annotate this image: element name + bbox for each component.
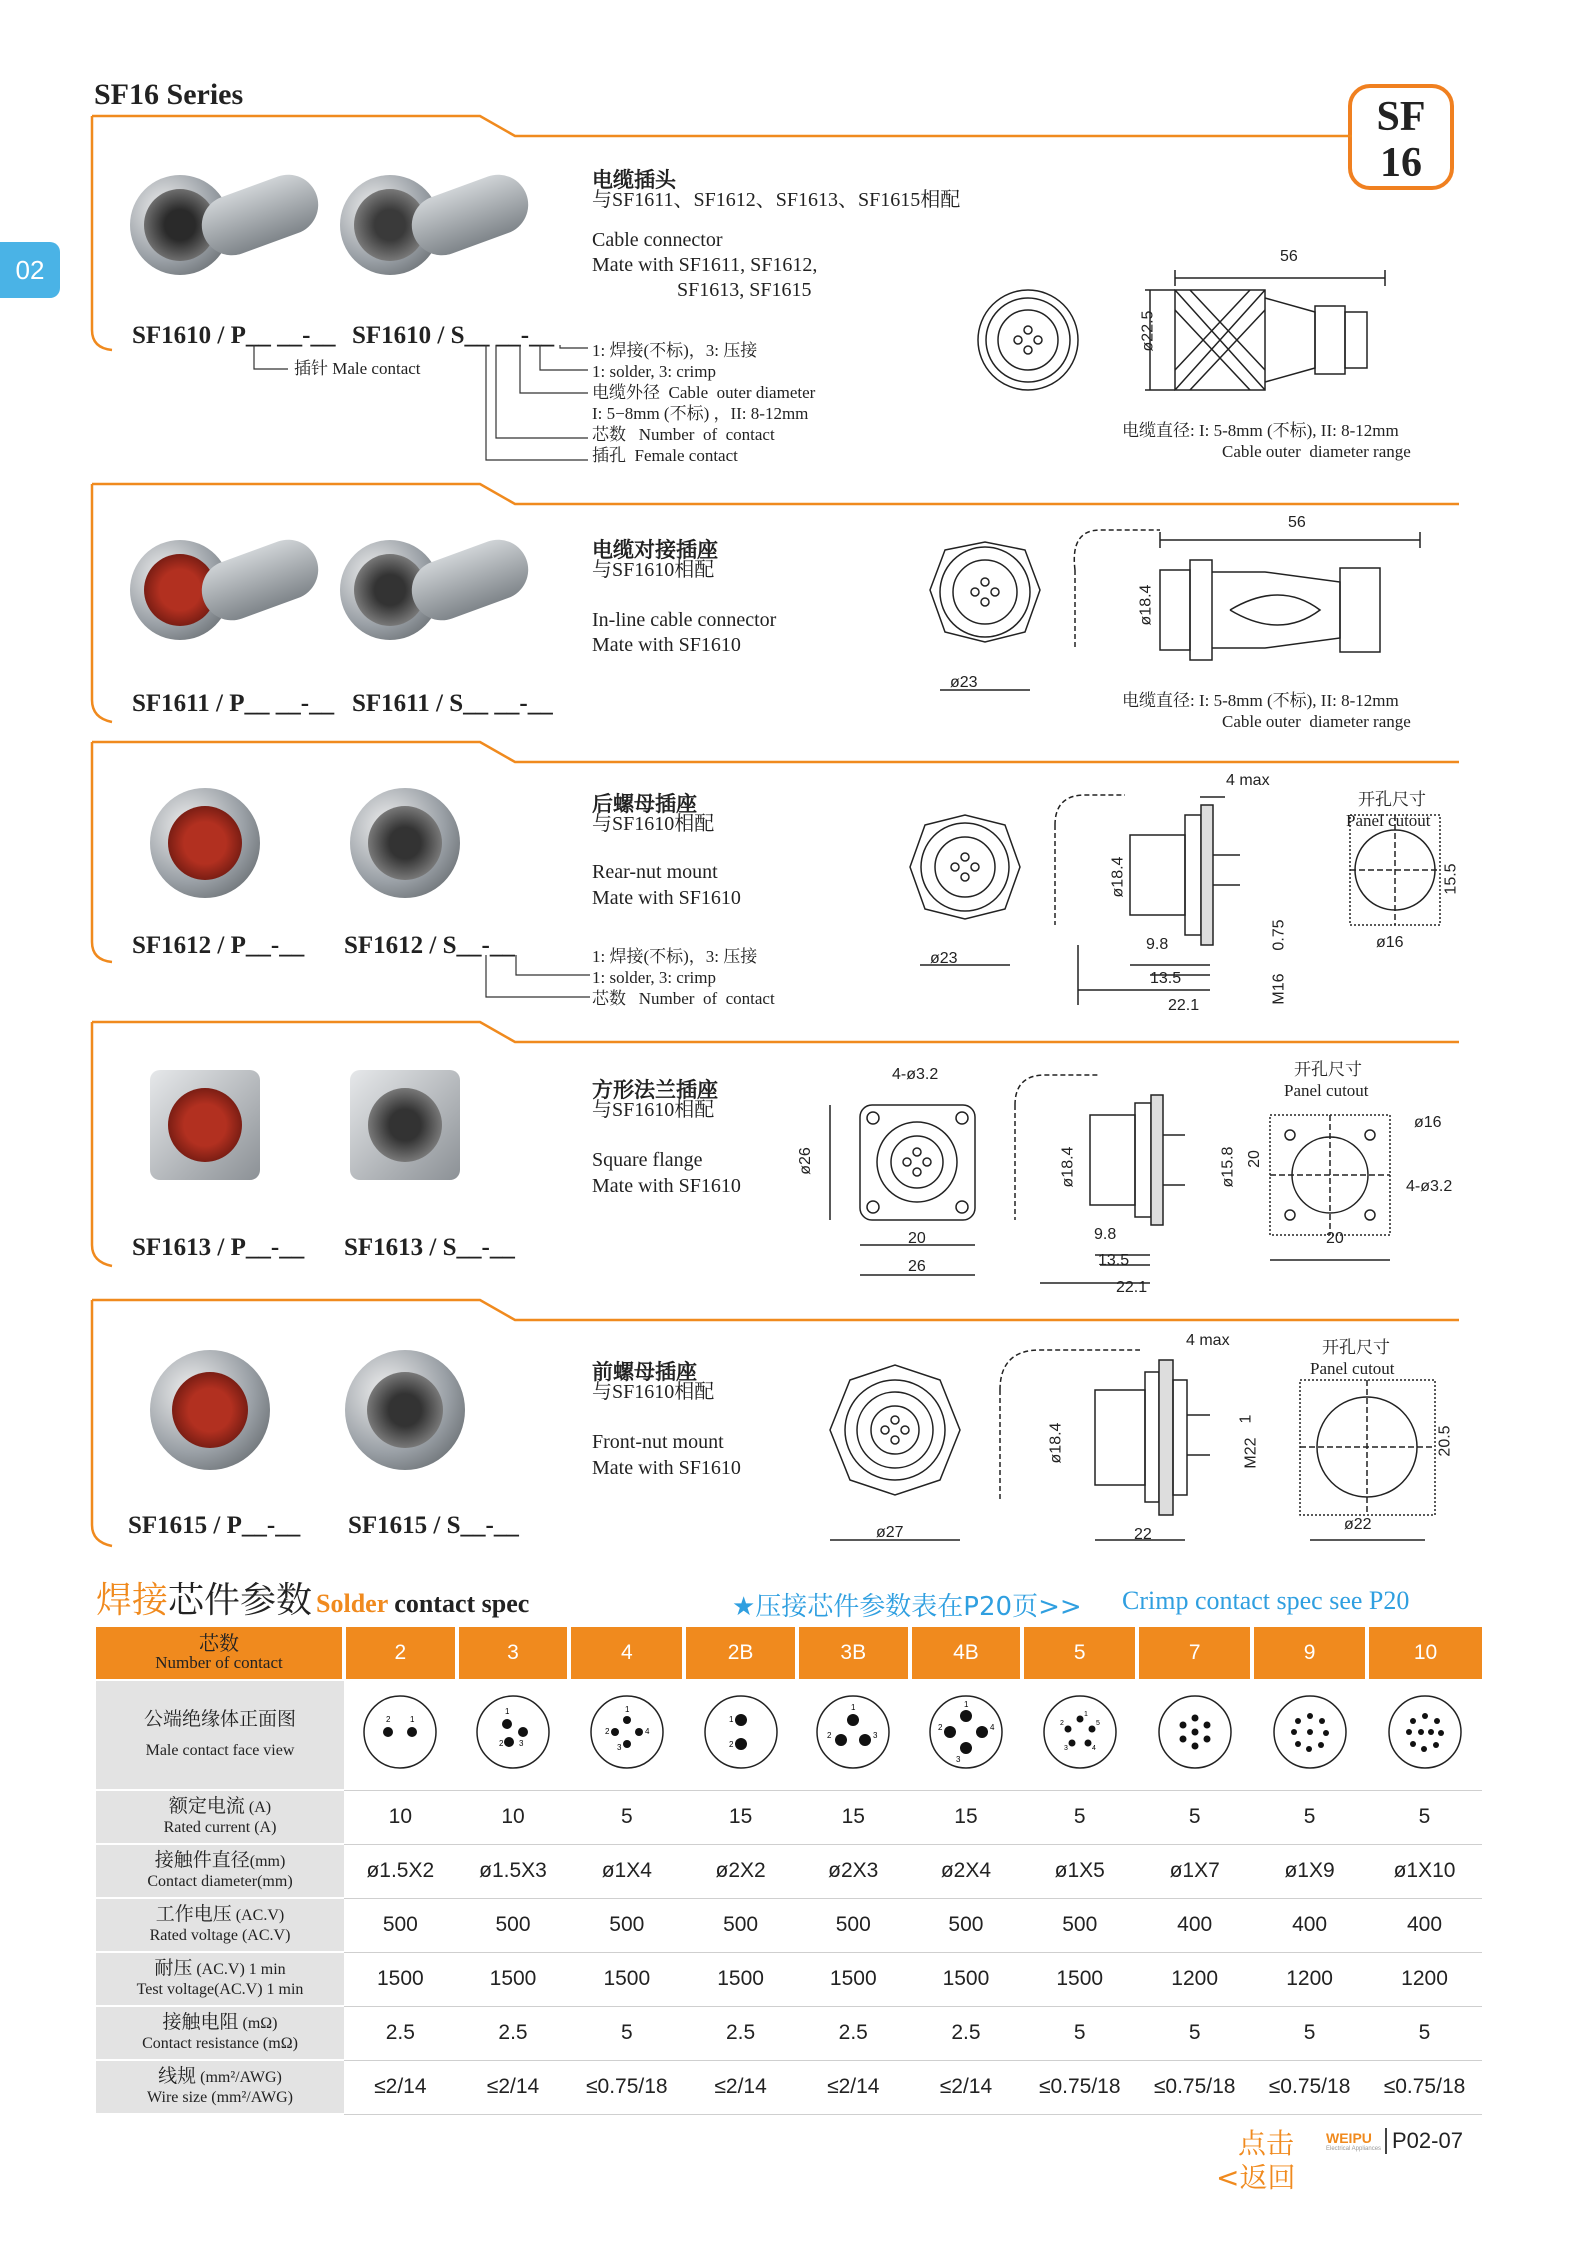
product-photo-female: [340, 530, 530, 650]
cell: 2.5: [910, 2006, 1023, 2060]
dim-cutout-width: 20: [1326, 1230, 1344, 1247]
product-mate-en: Mate with SF1610: [592, 1175, 741, 1197]
product-name-male: SF1611 / P__ __-__: [132, 690, 335, 717]
cell: 15: [797, 1790, 910, 1844]
header-label-cn: 芯数: [199, 1631, 239, 1655]
code-notes: 1: 焊接(不标)，3: 压接 1: solder, 3: crimp 芯数 Number of contact: [592, 947, 775, 1008]
dim-cutout-dia: ø16: [1376, 934, 1404, 951]
product-title-en: Rear-nut mount: [592, 861, 718, 883]
dim-panel: 4 max: [1186, 1332, 1230, 1349]
badge-line2: 16: [1380, 140, 1422, 186]
face-view-row: [96, 1680, 1482, 1790]
dim-cutout-dia: ø22: [1344, 1516, 1372, 1533]
svg-text:1: 1: [728, 1715, 734, 1725]
cutout-label-cn: 开孔尺寸: [1358, 790, 1426, 810]
cell: 5: [569, 2006, 684, 2060]
row-label: [96, 1844, 344, 1898]
svg-text:1: 1: [1083, 1711, 1088, 1719]
product-mate-en: Mate with SF1611, SF1612, SF1613, SF1615: [592, 254, 818, 301]
product-name-female: SF1610 / S__ __-__: [352, 322, 555, 349]
product-title-cn: 电缆插头: [592, 168, 676, 192]
svg-text:1: 1: [851, 1703, 856, 1713]
product-name-female: SF1612 / S__-__: [344, 932, 515, 959]
cell: 5: [1137, 2006, 1252, 2060]
cell: 5: [1022, 1790, 1137, 1844]
svg-text:1: 1: [410, 1715, 415, 1725]
face-3: [457, 1680, 570, 1790]
product-name-male: SF1610 / P__ __-__: [132, 322, 336, 349]
cell: ≤0.75/18: [1252, 2060, 1367, 2114]
cell: 1500: [910, 1952, 1023, 2006]
row-label-unit: (mm²/AWG): [196, 2069, 282, 2086]
cable-range-cn: 电缆直径: I: 5-8mm (不标), II: 8-12mm: [1122, 691, 1399, 710]
product-photo-female: [350, 1070, 460, 1180]
row-label-unit: (AC.V): [231, 1907, 285, 1924]
svg-text:2: 2: [1059, 1720, 1064, 1728]
cell: 500: [910, 1898, 1023, 1952]
cell: 15: [684, 1790, 797, 1844]
cell: 500: [344, 1898, 457, 1952]
product-title-cn: 后螺母插座: [592, 792, 697, 816]
column-header: 2: [344, 1627, 457, 1680]
cell: 500: [684, 1898, 797, 1952]
dim-cutout-holes: 4-ø3.2: [1406, 1178, 1453, 1195]
dim-thickness: 0.75: [1270, 919, 1288, 951]
product-photo-male: [130, 165, 320, 285]
product-name-female: SF1615 / S__-__: [348, 1512, 519, 1539]
dim-thread: M22: [1242, 1437, 1260, 1469]
row-label-cn: 耐压: [154, 1957, 193, 1979]
dim-a: 9.8: [1094, 1226, 1117, 1243]
table-row: [96, 1790, 1482, 1844]
dim-diameter: ø22.5: [1139, 310, 1157, 352]
dim-b: 13.5: [1098, 1252, 1130, 1269]
cell: ø2X3: [797, 1844, 910, 1898]
row-label-unit: (AC.V) 1 min: [192, 1961, 286, 1978]
cell: 400: [1137, 1898, 1252, 1952]
face-7: [1137, 1680, 1252, 1790]
row-label: [96, 1952, 344, 2006]
face-view-label-en: Male contact face view: [145, 1742, 295, 1759]
product-name-male: SF1615 / P__-__: [128, 1512, 301, 1539]
svg-text:1: 1: [963, 1700, 969, 1710]
page-number: P02-07: [1392, 2128, 1463, 2153]
dim-thread-pitch: 1: [1237, 1414, 1255, 1424]
male-contact-note: 插针 Male contact: [294, 359, 421, 378]
row-label: [96, 2060, 344, 2114]
cell: 1500: [569, 1952, 684, 2006]
dim-panel: 4 max: [1226, 772, 1270, 789]
column-header: 4B: [910, 1627, 1023, 1680]
cell: 5: [1252, 2006, 1367, 2060]
table-row: [96, 2006, 1482, 2060]
brand-logo: WEIPU: [1326, 2130, 1372, 2146]
row-label-unit: (A): [244, 1799, 272, 1816]
click-label[interactable]: 点击: [1238, 2127, 1295, 2160]
cell: 500: [457, 1898, 570, 1952]
cell: 2.5: [684, 2006, 797, 2060]
cell: ≤0.75/18: [1367, 2060, 1482, 2114]
row-label-cn: 接触电阻: [162, 2011, 239, 2033]
cable-range-en: Cable outer diameter range: [1222, 712, 1411, 731]
cell: ≤2/14: [344, 2060, 457, 2114]
crimp-link-cn[interactable]: ★压接芯件参数表在P20页>>: [732, 1592, 1082, 1622]
table-row: [96, 1844, 1482, 1898]
row-label-en: Contact diameter(mm): [147, 1873, 293, 1890]
cell: 500: [569, 1898, 684, 1952]
back-link[interactable]: <返回: [1216, 2161, 1296, 2194]
product-title-en: Square flange: [592, 1149, 703, 1171]
svg-text:2: 2: [937, 1723, 943, 1733]
cell: 400: [1367, 1898, 1482, 1952]
dim-hole-spacing: 20: [908, 1230, 926, 1247]
cell: 500: [797, 1898, 910, 1952]
cell: 1200: [1137, 1952, 1252, 2006]
cell: 1200: [1367, 1952, 1482, 2006]
svg-text:3: 3: [955, 1755, 961, 1765]
svg-text:3: 3: [1063, 1745, 1068, 1753]
cell: 400: [1252, 1898, 1367, 1952]
cutout-label-en: Panel cutout: [1284, 1081, 1369, 1100]
svg-text:4: 4: [989, 1723, 995, 1733]
dim-c: 22.1: [1168, 997, 1200, 1014]
face-3b: [797, 1680, 910, 1790]
cutout-label-cn: 开孔尺寸: [1322, 1338, 1390, 1358]
product-mate-cn: 与SF1611、SF1612、SF1613、SF1615相配: [592, 189, 961, 211]
page-tab[interactable]: 02: [0, 242, 60, 298]
dim-cutout-height: 20: [1245, 1150, 1263, 1168]
brand-subtitle: Electrical Appliances: [1326, 2146, 1382, 2152]
face-5: [1022, 1680, 1137, 1790]
column-header: 5: [1022, 1627, 1137, 1680]
table-row: [96, 1898, 1482, 1952]
row-label-en: Rated current (A): [163, 1819, 277, 1836]
row-label-unit: (mΩ): [238, 2015, 278, 2032]
cell: ø1X10: [1367, 1844, 1482, 1898]
dim-length: 22: [1134, 1526, 1152, 1543]
product-photo-male: [130, 530, 320, 650]
product-title-en: Front-nut mount: [592, 1431, 724, 1453]
cable-range-cn: 电缆直径: I: 5-8mm (不标), II: 8-12mm: [1122, 421, 1399, 440]
cell: 2.5: [797, 2006, 910, 2060]
cell: 1500: [684, 1952, 797, 2006]
code-notes: 1: 焊接(不标)，3: 压接 1: solder, 3: crimp 电缆外径 Cable outer diameter I: 5−8mm (不标) ，II: 8-12mm 芯数 Number of contact 插孔 Female contact: [592, 341, 816, 465]
crimp-link-en[interactable]: Crimp contact spec see P20: [1122, 1586, 1410, 1615]
table-row: [96, 2060, 1482, 2114]
dim-outer: ø23: [950, 674, 978, 691]
product-photo-male: [150, 1350, 270, 1470]
row-label-en: Rated voltage (AC.V): [149, 1927, 291, 1944]
row-label-en: Wire size (mm²/AWG): [147, 2089, 293, 2106]
cutout-label-cn: 开孔尺寸: [1294, 1060, 1362, 1080]
cell: ≤2/14: [684, 2060, 797, 2114]
cell: 5: [1022, 2006, 1137, 2060]
cell: ø1X4: [569, 1844, 684, 1898]
dim-length: 56: [1288, 514, 1306, 531]
product-mate-cn: 与SF1610相配: [592, 559, 715, 581]
cutout-label-en: Panel cutout: [1346, 811, 1431, 830]
svg-text:2: 2: [499, 1739, 504, 1749]
row-label-unit: (mm): [249, 1853, 286, 1870]
cell: 10: [457, 1790, 570, 1844]
dim-a: 9.8: [1146, 936, 1169, 953]
row-label: [96, 1790, 344, 1844]
cell: ø1.5X2: [344, 1844, 457, 1898]
row-label-cn: 接触件直径: [154, 1849, 250, 1871]
table-row: [96, 1952, 1482, 2006]
row-label: [96, 1898, 344, 1952]
product-name-male: SF1612 / P__-__: [132, 932, 305, 959]
column-header: 7: [1137, 1627, 1252, 1680]
face-10: [1367, 1680, 1482, 1790]
dim-cutout-flat: 15.5: [1442, 863, 1460, 895]
cell: 5: [1252, 1790, 1367, 1844]
cell: 2.5: [457, 2006, 570, 2060]
cell: ≤2/14: [797, 2060, 910, 2114]
cell: ø2X4: [910, 1844, 1023, 1898]
dim-flange-dia: ø26: [796, 1147, 814, 1175]
dim-c: 22.1: [1116, 1279, 1148, 1296]
code-leader-lines: [480, 955, 600, 1015]
product-photo-male: [150, 788, 260, 898]
cell: ≤0.75/18: [1137, 2060, 1252, 2114]
product-mate-en: Mate with SF1610: [592, 1457, 741, 1479]
spec-title-cn: 芯件参数: [168, 1580, 313, 1621]
cell: 1500: [457, 1952, 570, 2006]
spec-title: [96, 1572, 529, 1623]
dim-outer: ø27: [876, 1524, 904, 1541]
product-name-female: SF1611 / S__ __-__: [352, 690, 553, 717]
cell: ≤0.75/18: [569, 2060, 684, 2114]
dim-outer: ø23: [930, 950, 958, 967]
table-header-row: [96, 1627, 1482, 1680]
cell: ø1X9: [1252, 1844, 1367, 1898]
cell: ø2X2: [684, 1844, 797, 1898]
dim-diameter: ø18.4: [1047, 1422, 1065, 1464]
svg-text:2: 2: [386, 1715, 391, 1725]
product-title-en: Cable connector: [592, 229, 723, 251]
cell: 2.5: [344, 2006, 457, 2060]
product-name-male: SF1613 / P__-__: [132, 1234, 305, 1261]
header-label: [96, 1627, 344, 1680]
product-mate-en: Mate with SF1610: [592, 634, 741, 656]
svg-text:1: 1: [505, 1707, 510, 1717]
svg-text:2: 2: [728, 1740, 734, 1750]
face-4: [569, 1680, 684, 1790]
product-title-cn: 前螺母插座: [592, 1360, 697, 1384]
cell: ø1X7: [1137, 1844, 1252, 1898]
dim-thread: M16: [1270, 973, 1288, 1005]
svg-text:1: 1: [624, 1705, 630, 1715]
product-mate-en: Mate with SF1610: [592, 887, 741, 909]
product-photo-female: [345, 1350, 465, 1470]
product-photo-female: [340, 165, 530, 285]
cell: ≤2/14: [457, 2060, 570, 2114]
cell: ø1.5X3: [457, 1844, 570, 1898]
svg-text:3: 3: [873, 1731, 878, 1741]
row-label-en: Test voltage(AC.V) 1 min: [136, 1981, 304, 1998]
row-label-cn: 线规: [158, 2065, 197, 2087]
svg-text:4: 4: [1091, 1745, 1096, 1753]
spec-title-en: contact spec: [387, 1589, 530, 1618]
cell: 10: [344, 1790, 457, 1844]
cell: 1500: [1022, 1952, 1137, 2006]
dim-diameter: ø18.4: [1109, 856, 1127, 898]
svg-text:2: 2: [604, 1727, 610, 1737]
column-header: 3B: [797, 1627, 910, 1680]
product-photo-female: [350, 788, 460, 898]
dim-inner: ø15.8: [1219, 1146, 1237, 1188]
column-header: 10: [1367, 1627, 1482, 1680]
cell: 1200: [1252, 1952, 1367, 2006]
spec-title-en-orange: Solder: [316, 1589, 388, 1618]
dim-flange-width: 26: [908, 1258, 926, 1275]
cell: 5: [1367, 2006, 1482, 2060]
dim-diameter: ø18.4: [1137, 584, 1155, 626]
svg-text:3: 3: [616, 1743, 622, 1753]
row-label-en: Contact resistance (mΩ): [142, 2035, 298, 2052]
dim-cutout-dia: ø16: [1414, 1114, 1442, 1131]
svg-text:4: 4: [644, 1727, 650, 1737]
footer-divider: [1385, 2128, 1387, 2154]
cell: 500: [1022, 1898, 1137, 1952]
dim-diameter: ø18.4: [1059, 1146, 1077, 1188]
product-mate-cn: 与SF1610相配: [592, 813, 715, 835]
face-2b: [684, 1680, 797, 1790]
row-label: [96, 2006, 344, 2060]
column-header: 2B: [684, 1627, 797, 1680]
face-view-label: [96, 1680, 344, 1790]
cell: ≤2/14: [910, 2060, 1023, 2114]
badge-line1: SF: [1376, 94, 1426, 140]
product-title-en: In-line cable connector: [592, 609, 777, 631]
column-header: 3: [457, 1627, 570, 1680]
svg-text:5: 5: [1095, 1720, 1100, 1728]
dim-holes: 4-ø3.2: [892, 1066, 939, 1083]
column-header: 4: [569, 1627, 684, 1680]
cell: 5: [1137, 1790, 1252, 1844]
product-title-cn: 方形法兰插座: [592, 1078, 718, 1102]
header-label-en: Number of contact: [155, 1653, 283, 1672]
product-mate-cn: 与SF1610相配: [592, 1381, 715, 1403]
cell: 5: [569, 1790, 684, 1844]
cell: 1500: [797, 1952, 910, 2006]
cell: ≤0.75/18: [1022, 2060, 1137, 2114]
column-header: 9: [1252, 1627, 1367, 1680]
svg-text:3: 3: [519, 1739, 524, 1749]
row-label-cn: 额定电流: [168, 1795, 245, 1817]
product-photo-male: [150, 1070, 260, 1180]
cell: ø1X5: [1022, 1844, 1137, 1898]
technical-drawing-sf1611: [900, 510, 1460, 720]
cell: 15: [910, 1790, 1023, 1844]
spec-title-cn-orange: 焊接: [96, 1580, 169, 1621]
product-mate-cn: 与SF1610相配: [592, 1099, 715, 1121]
dim-b: 13.5: [1150, 970, 1182, 987]
face-2: [344, 1680, 457, 1790]
dim-length: 56: [1280, 248, 1298, 265]
dim-cutout-flat: 20.5: [1436, 1425, 1454, 1457]
series-title: SF16 Series: [94, 78, 244, 111]
product-title-cn: 电缆对接插座: [592, 538, 718, 562]
row-label-cn: 工作电压: [155, 1903, 232, 1925]
face-4b: [910, 1680, 1023, 1790]
product-name-female: SF1613 / S__-__: [344, 1234, 515, 1261]
contact-spec-table: [96, 1627, 1482, 2115]
cell: 1500: [344, 1952, 457, 2006]
cell: 5: [1367, 1790, 1482, 1844]
face-9: [1252, 1680, 1367, 1790]
face-view-label-cn: 公端绝缘体正面图: [143, 1708, 296, 1730]
svg-text:2: 2: [827, 1731, 832, 1741]
cutout-label-en: Panel cutout: [1310, 1359, 1395, 1378]
cable-range-en: Cable outer diameter range: [1222, 442, 1411, 461]
